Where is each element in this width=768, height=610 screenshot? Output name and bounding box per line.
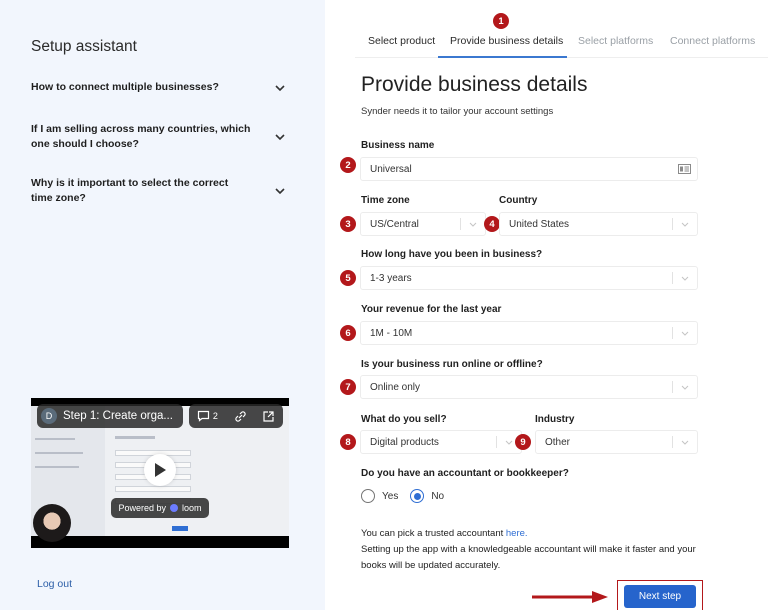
what-sell-select[interactable] bbox=[360, 430, 522, 454]
business-name-value: Universal bbox=[370, 163, 412, 175]
chevron-down-icon bbox=[274, 131, 286, 143]
active-tab-indicator bbox=[438, 56, 567, 58]
creator-avatar: D bbox=[41, 408, 57, 424]
time-zone-label: Time zone bbox=[361, 195, 410, 206]
thumbnail-line bbox=[35, 466, 79, 468]
industry-value: Other bbox=[545, 436, 571, 448]
powered-by-loom-badge[interactable] bbox=[111, 498, 209, 518]
online-offline-select[interactable] bbox=[360, 375, 698, 399]
chevron-down-icon bbox=[274, 185, 286, 197]
info-text-2: Setting up the app with a knowledgeable accountant will make it faster and your books will be updated accurately. bbox=[361, 544, 696, 571]
online-offline-label: Is your business run online or offline? bbox=[361, 359, 543, 370]
tab-provide-business-details[interactable]: Provide business details bbox=[450, 35, 564, 47]
chevron-down-icon bbox=[504, 437, 514, 447]
comment-icon bbox=[197, 410, 210, 422]
accountant-radio-group bbox=[361, 489, 444, 503]
select-separator bbox=[460, 218, 461, 230]
play-icon bbox=[154, 463, 166, 477]
chevron-down-icon bbox=[274, 82, 286, 94]
annotation-badge-5: 5 bbox=[340, 270, 356, 286]
annotation-badge-3: 3 bbox=[340, 216, 356, 232]
country-label: Country bbox=[499, 195, 538, 206]
years-in-business-label: How long have you been in business? bbox=[361, 249, 543, 260]
industry-label: Industry bbox=[535, 414, 575, 425]
country-value: United States bbox=[509, 218, 570, 230]
tab-select-platforms: Select platforms bbox=[578, 35, 654, 47]
contact-card-icon bbox=[678, 164, 691, 174]
time-zone-select[interactable] bbox=[360, 212, 486, 236]
annotation-badge-6: 6 bbox=[340, 325, 356, 341]
annotation-badge-2: 2 bbox=[340, 157, 356, 173]
video-title-bar[interactable] bbox=[37, 404, 183, 428]
faq-item-multiple-businesses[interactable] bbox=[31, 80, 286, 95]
loom-video-player[interactable] bbox=[31, 398, 289, 548]
chevron-down-icon bbox=[680, 437, 690, 447]
pick-accountant-link[interactable]: here. bbox=[505, 528, 528, 539]
select-separator bbox=[496, 436, 497, 448]
loom-brand: loom bbox=[182, 503, 202, 513]
info-text-1: You can pick a trusted accountant bbox=[361, 528, 506, 539]
accountant-no-radio[interactable] bbox=[410, 489, 424, 503]
annotation-badge-9: 9 bbox=[515, 434, 531, 450]
comment-count: 2 bbox=[212, 411, 218, 421]
accountant-yes-radio[interactable] bbox=[361, 489, 375, 503]
faq-question: If I am selling across many countries, which one should I choose? bbox=[31, 123, 251, 150]
accountant-yes-label[interactable]: Yes bbox=[382, 490, 399, 502]
link-icon[interactable] bbox=[234, 410, 247, 423]
years-in-business-value: 1-3 years bbox=[370, 272, 412, 284]
comments-button[interactable] bbox=[197, 410, 218, 422]
tab-select-product[interactable]: Select product bbox=[368, 35, 436, 47]
chevron-down-icon bbox=[680, 382, 690, 392]
thumbnail-line bbox=[35, 452, 83, 454]
industry-select[interactable] bbox=[535, 430, 698, 454]
accountant-label: Do you have an accountant or bookkeeper? bbox=[361, 468, 569, 479]
logout-link[interactable]: Log out bbox=[37, 578, 73, 590]
chevron-down-icon bbox=[680, 328, 690, 338]
select-separator bbox=[672, 327, 673, 339]
powered-by-text: Powered by bbox=[118, 503, 166, 513]
chevron-down-icon bbox=[680, 219, 690, 229]
country-select[interactable] bbox=[499, 212, 698, 236]
revenue-select[interactable] bbox=[360, 321, 698, 345]
tab-connect-platforms: Connect platforms bbox=[670, 35, 756, 47]
select-separator bbox=[672, 272, 673, 284]
faq-question: Why is it important to select the correct time zone? bbox=[31, 177, 229, 204]
chevron-down-icon bbox=[468, 219, 478, 229]
next-step-button[interactable]: Next step bbox=[624, 585, 696, 608]
revenue-label: Your revenue for the last year bbox=[361, 304, 502, 315]
years-in-business-select[interactable] bbox=[360, 266, 698, 290]
external-link-icon[interactable] bbox=[262, 410, 275, 423]
play-button[interactable] bbox=[144, 454, 176, 486]
select-separator bbox=[672, 436, 673, 448]
what-sell-label: What do you sell? bbox=[361, 414, 447, 425]
revenue-value: 1M - 10M bbox=[370, 327, 413, 339]
page-subtitle: Synder needs it to tailor your account settings bbox=[361, 106, 554, 117]
sidebar-title: Setup assistant bbox=[31, 38, 137, 55]
time-zone-value: US/Central bbox=[370, 218, 419, 230]
annotation-badge-8: 8 bbox=[340, 434, 356, 450]
video-actions-bar bbox=[189, 404, 283, 428]
business-name-input[interactable] bbox=[360, 157, 698, 181]
loom-logo-icon bbox=[170, 504, 178, 512]
thumbnail-field bbox=[115, 486, 191, 492]
thumbnail-heading bbox=[115, 436, 155, 439]
faq-item-time-zone[interactable] bbox=[31, 176, 286, 206]
online-offline-value: Online only bbox=[370, 381, 421, 393]
setup-assistant-sidebar bbox=[0, 0, 325, 610]
annotation-badge-7: 7 bbox=[340, 379, 356, 395]
presenter-avatar bbox=[33, 504, 71, 542]
faq-item-many-countries[interactable] bbox=[31, 122, 286, 152]
select-separator bbox=[672, 218, 673, 230]
page-title: Provide business details bbox=[361, 73, 588, 96]
annotation-badge-4: 4 bbox=[484, 216, 500, 232]
annotation-arrow-icon bbox=[530, 590, 610, 604]
accountant-info-text bbox=[361, 526, 721, 574]
faq-question: How to connect multiple businesses? bbox=[31, 81, 219, 93]
what-sell-value: Digital products bbox=[370, 436, 439, 448]
chevron-down-icon bbox=[680, 273, 690, 283]
annotation-badge-1: 1 bbox=[493, 13, 509, 29]
select-separator bbox=[672, 381, 673, 393]
thumbnail-button bbox=[172, 526, 188, 531]
video-title: Step 1: Create orga... bbox=[63, 410, 173, 422]
business-name-label: Business name bbox=[361, 140, 435, 151]
thumbnail-line bbox=[35, 438, 75, 440]
accountant-no-label[interactable]: No bbox=[431, 490, 445, 502]
stepper-tabs bbox=[355, 28, 768, 58]
business-details-form bbox=[325, 0, 768, 610]
